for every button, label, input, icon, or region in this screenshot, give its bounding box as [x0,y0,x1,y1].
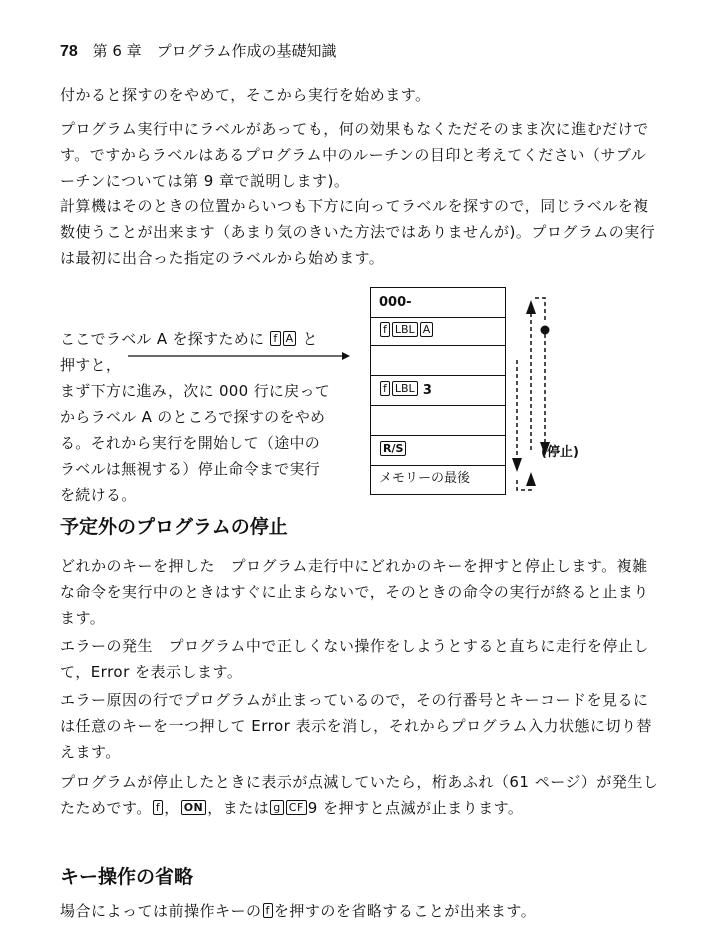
f-key: f [380,381,390,396]
flow-arrows-icon [505,290,595,500]
paragraph-3: 計算機はそのときの位置からいつも下方に向ってラベルを探すので，同じラベルを複数使うことが出来ます（あまり気のきいた方法ではありませんが)。プログラムの実行は最初に出合った指定のラベルから始めます。 [60,197,656,267]
note-line-6: ラベルは無視する）停止命令まで実行 [60,460,321,478]
memory-row-empty [371,346,505,376]
note-line-4: からラベル A のところで探すのをやめ [60,408,326,426]
stop-label: (停止) [541,445,579,460]
page-header [60,40,337,61]
section1-para-4: プログラムが停止したときに表示が点滅していたら，桁あふれ（61 ページ）が発生したためです。 f ， ON ，または g CF 9 を押すと点滅が止まります。 [60,773,659,817]
chapter-title: 第 6 章 プログラム作成の基礎知識 [92,42,337,60]
cf-key: CF [286,800,307,815]
memory-row-lbl-3 [371,376,505,406]
section-title-key-omission: キー操作の省略 [60,866,194,888]
f-key: f [380,322,390,337]
label-number: 3 [422,383,432,398]
section-title-unplanned-stop: 予定外のプログラムの停止 [60,516,288,538]
note-line-3: まず下方に進み，次に 000 行に戻って [60,382,331,400]
section1-para-3: エラー原因の行でプログラムが止まっているので，その行番号とキーコードを見るには任意のキーを一つ押して Error 表示を消し，それからプログラム入力状態に切り替えます。 [60,691,652,761]
on-key: ON [181,800,207,815]
a-key: A [283,331,297,346]
a-key: A [420,322,434,337]
rs-key: R/S [380,441,406,456]
f-key: f [270,331,280,346]
memory-diagram [370,287,506,495]
g-key: g [270,800,283,815]
f-key: f [263,903,273,918]
memory-row-rs [371,436,505,466]
memory-row-empty [371,406,505,436]
section1-para-2: エラーの発生 プログラム中で正しくない操作をしようとすると直ちに走行を停止して，Error を表示します。 [60,637,649,681]
lbl-key: LBL [392,322,418,337]
paragraph-2: プログラム実行中にラベルがあっても，何の効果もなくただそのまま次に進むだけです。ですからラベルはあるプログラム中のルーチンの目印と考えてください（サブルーチンについては第 9 章で説明します)。 [60,120,649,190]
memory-row-000: 000- [371,288,505,318]
note-line-2: 押すと， [60,356,122,374]
note-line-1: ここでラベル A を探すために f A と [60,330,318,348]
note-line-5: る。それから実行を開始して（途中の [60,434,321,452]
page-number: 78 [60,43,78,60]
lbl-key: LBL [392,381,418,396]
paragraph-1: 付かると探すのをやめて，そこから実行を始めます。 [60,86,431,104]
memory-row-lbl-a [371,318,505,346]
section1-para-1: どれかのキーを押した プログラム走行中にどれかのキーを押すと停止します。複雑な命令を実行中のときはすぐに止まらないで，そのときの命令の実行が終ると止まります。 [60,557,649,627]
note-line-7: を続ける。 [60,486,137,504]
memory-row-last: メモリーの最後 [379,471,471,486]
section2-para: 場合によっては前操作キーの f を押すのを省略することが出来ます。 [60,902,537,920]
pointer-arrow-icon [128,350,350,362]
f-key: f [153,800,163,815]
